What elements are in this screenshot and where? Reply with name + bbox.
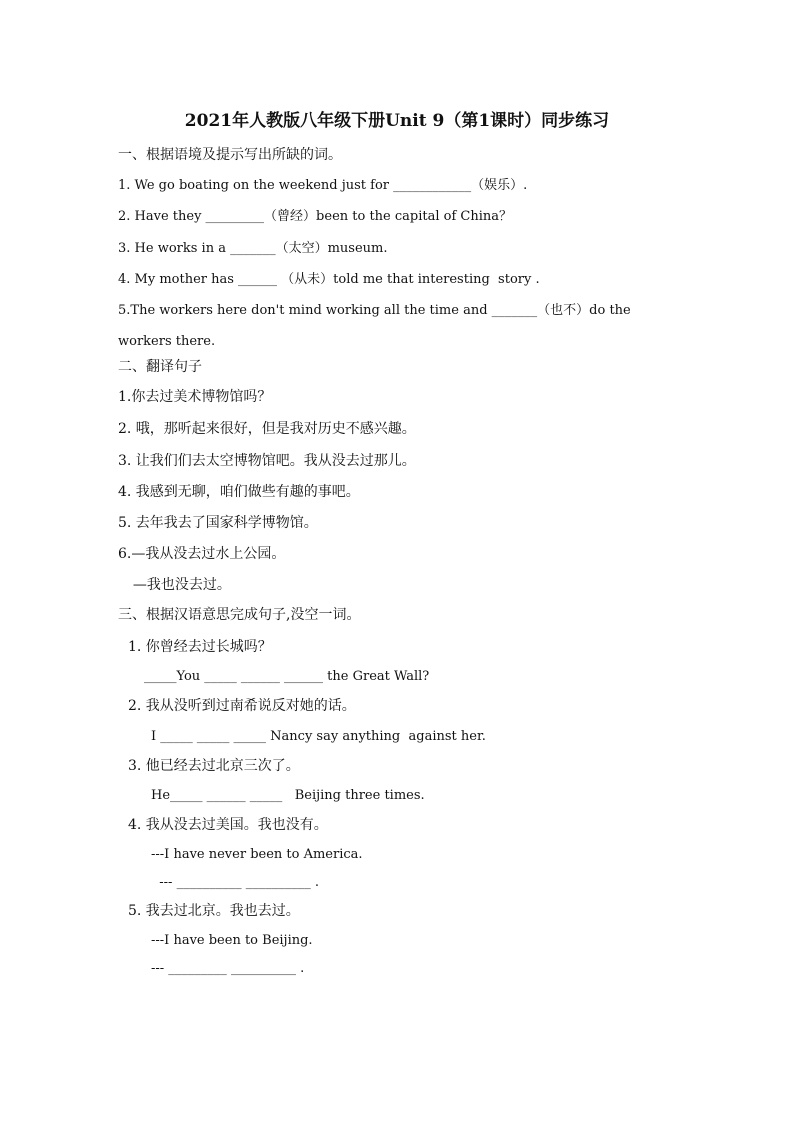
section3-item-5-english-line2: --- _________ __________ .: [151, 961, 305, 976]
section3-item-3-english: He_____ ______ _____ Beijing three times.: [151, 788, 425, 803]
section3-heading: 三、根据汉语意思完成句子,没空一词。: [118, 607, 361, 623]
section1-item-5-continued: workers there.: [118, 334, 216, 349]
section1-item-1: 1. We go boating on the weekend just for ____________（娱乐）.: [118, 178, 528, 193]
section1-item-5: 5.The workers here don't mind working all the time and _______（也不）do the: [118, 303, 631, 318]
section2-item-6-reply: —我也没去过。: [124, 577, 231, 593]
section3-item-5-chinese: 5. 我去过北京。我也去过。: [128, 903, 300, 919]
section2-item-6: 6.—我从没去过水上公园。: [118, 546, 286, 562]
section3-item-2-english: I _____ _____ _____ Nancy say anything against her.: [151, 729, 486, 744]
section2-item-4: 4. 我感到无聊，咱们做些有趣的事吧。: [118, 484, 360, 500]
section3-item-3-chinese: 3. 他已经去过北京三次了。: [128, 758, 300, 774]
section3-item-5-english-line1: ---I have been to Beijing.: [151, 933, 313, 948]
section2-item-5: 5. 去年我去了国家科学博物馆。: [118, 515, 318, 531]
section1-heading: 一、根据语境及提示写出所缺的词。: [118, 147, 342, 163]
section3-item-4-chinese: 4. 我从没去过美国。我也没有。: [128, 817, 328, 833]
section1-item-2: 2. Have they _________（曾经）been to the capital of China？: [118, 209, 513, 224]
section3-item-4-english-line2: --- __________ __________ .: [151, 875, 319, 890]
section1-item-4: 4. My mother has ______ （从未）told me that interesting story .: [118, 272, 540, 287]
section1-item-3: 3. He works in a _______（太空）museum.: [118, 241, 388, 256]
section3-item-1-english: _____You _____ ______ ______ the Great Wall?: [144, 669, 430, 684]
section2-heading: 二、翻译句子: [118, 359, 202, 375]
section2-item-2: 2. 哦，那听起来很好，但是我对历史不感兴趣。: [118, 421, 416, 437]
section2-item-3: 3. 让我们们去太空博物馆吧。我从没去过那儿。: [118, 453, 416, 469]
section3-item-1-chinese: 1. 你曾经去过长城吗？: [128, 639, 272, 655]
section3-item-4-english-line1: ---I have never been to America.: [151, 847, 363, 862]
section3-item-2-chinese: 2. 我从没听到过南希说反对她的话。: [128, 698, 356, 714]
section2-item-1: 1.你去过美术博物馆吗？: [118, 389, 272, 405]
page-title: 2021年人教版八年级下册Unit 9（第1课时）同步练习: [184, 111, 610, 131]
